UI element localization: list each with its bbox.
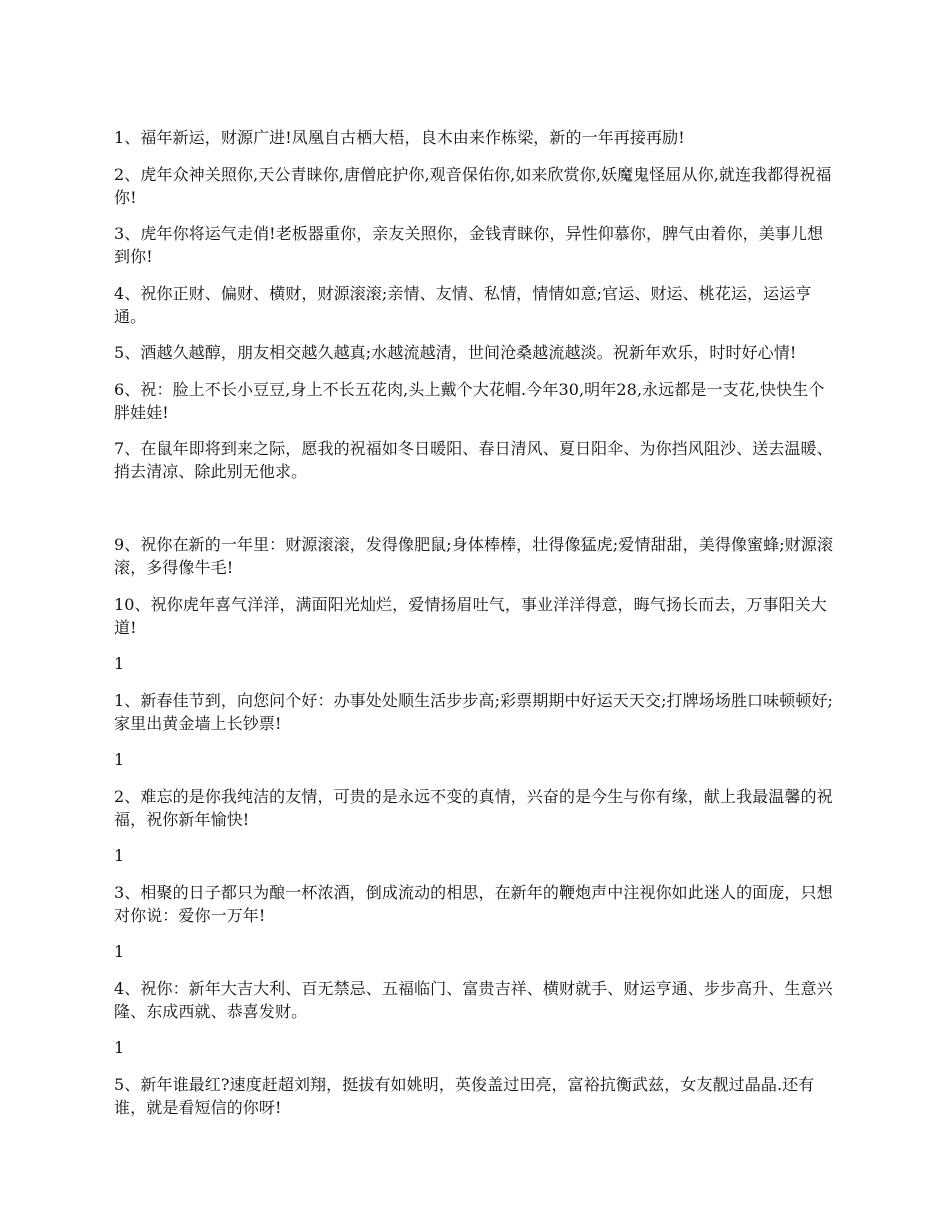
greeting-paragraph: 4、祝你正财、偏财、横财，财源滚滚;亲情、友情、私情，情情如意;官运、财运、桃花运，运运亨通。 bbox=[114, 283, 812, 326]
greeting-paragraph: 5、酒越久越醇，朋友相交越久越真;水越流越清，世间沧桑越流越淡。祝新年欢乐，时时好心情! bbox=[114, 343, 797, 362]
document-body bbox=[114, 126, 836, 1132]
greeting-paragraph: 4、祝你：新年大吉大利、百无禁忌、五福临门、富贵吉祥、横财就手、财运亨通、步步高升、生意兴隆、东成西就、恭喜发财。 bbox=[114, 978, 833, 1021]
greeting-paragraph: 9、祝你在新的一年里：财源滚滚，发得像肥鼠;身体棒棒，壮得像猛虎;爱情甜甜，美得像蜜蜂;财源滚滚，多得像牛毛! bbox=[114, 535, 834, 577]
greeting-paragraph: 2、虎年众神关照你,天公青睐你,唐僧庇护你,观音保佑你,如来欣赏你,妖魔鬼怪屈从你,就连我都得祝福你! bbox=[114, 164, 832, 207]
section-number: 1 bbox=[114, 942, 125, 961]
section-number: 1 bbox=[114, 750, 125, 769]
greeting-paragraph: 10、祝你虎年喜气洋洋，满面阳光灿烂，爱情扬眉吐气，事业洋洋得意，晦气扬长而去，万事阳关大道! bbox=[114, 594, 827, 637]
greeting-paragraph: 3、相聚的日子都只为酿一杯浓酒，倒成流动的相思，在新年的鞭炮声中注视你如此迷人的面庞，只想对你说：爱你一万年! bbox=[114, 882, 833, 925]
section-number: 1 bbox=[114, 654, 125, 673]
greeting-paragraph: 7、在鼠年即将到来之际，愿我的祝福如冬日暖阳、春日清风、夏日阳伞、为你挡风阻沙、送去温暖、捎去清凉、除此别无他求。 bbox=[114, 439, 833, 481]
greeting-paragraph: 2、难忘的是你我纯洁的友情，可贵的是永远不变的真情，兴奋的是今生与你有缘，献上我最温馨的祝福，祝你新年愉快! bbox=[114, 786, 833, 829]
blank-line bbox=[114, 497, 836, 520]
section-number: 1 bbox=[114, 1038, 125, 1057]
greeting-paragraph: 5、新年谁最红?速度赶超刘翔，挺拔有如姚明，英俊盖过田亮，富裕抗衡武兹，女友靓过晶晶.还有谁，就是看短信的你呀! bbox=[114, 1074, 815, 1117]
section-number: 1 bbox=[114, 846, 125, 865]
greeting-paragraph: 1、新春佳节到，向您问个好：办事处处顺生活步步高;彩票期期中好运天天交;打牌场场胜口味顿顿好;家里出黄金墙上长钞票! bbox=[114, 690, 834, 733]
greeting-paragraph: 3、虎年你将运气走俏!老板器重你，亲友关照你，金钱青睐你，异性仰慕你，脾气由着你，美事儿想到你! bbox=[114, 224, 824, 266]
greeting-paragraph: 1、福年新运，财源广进!凤凰自古栖大梧，良木由来作栋梁，新的一年再接再励! bbox=[114, 128, 685, 147]
greeting-paragraph: 6、祝：脸上不长小豆豆,身上不长五花肉,头上戴个大花帽.今年30,明年28,永远都是一支花,快快生个胖娃娃! bbox=[114, 379, 825, 422]
